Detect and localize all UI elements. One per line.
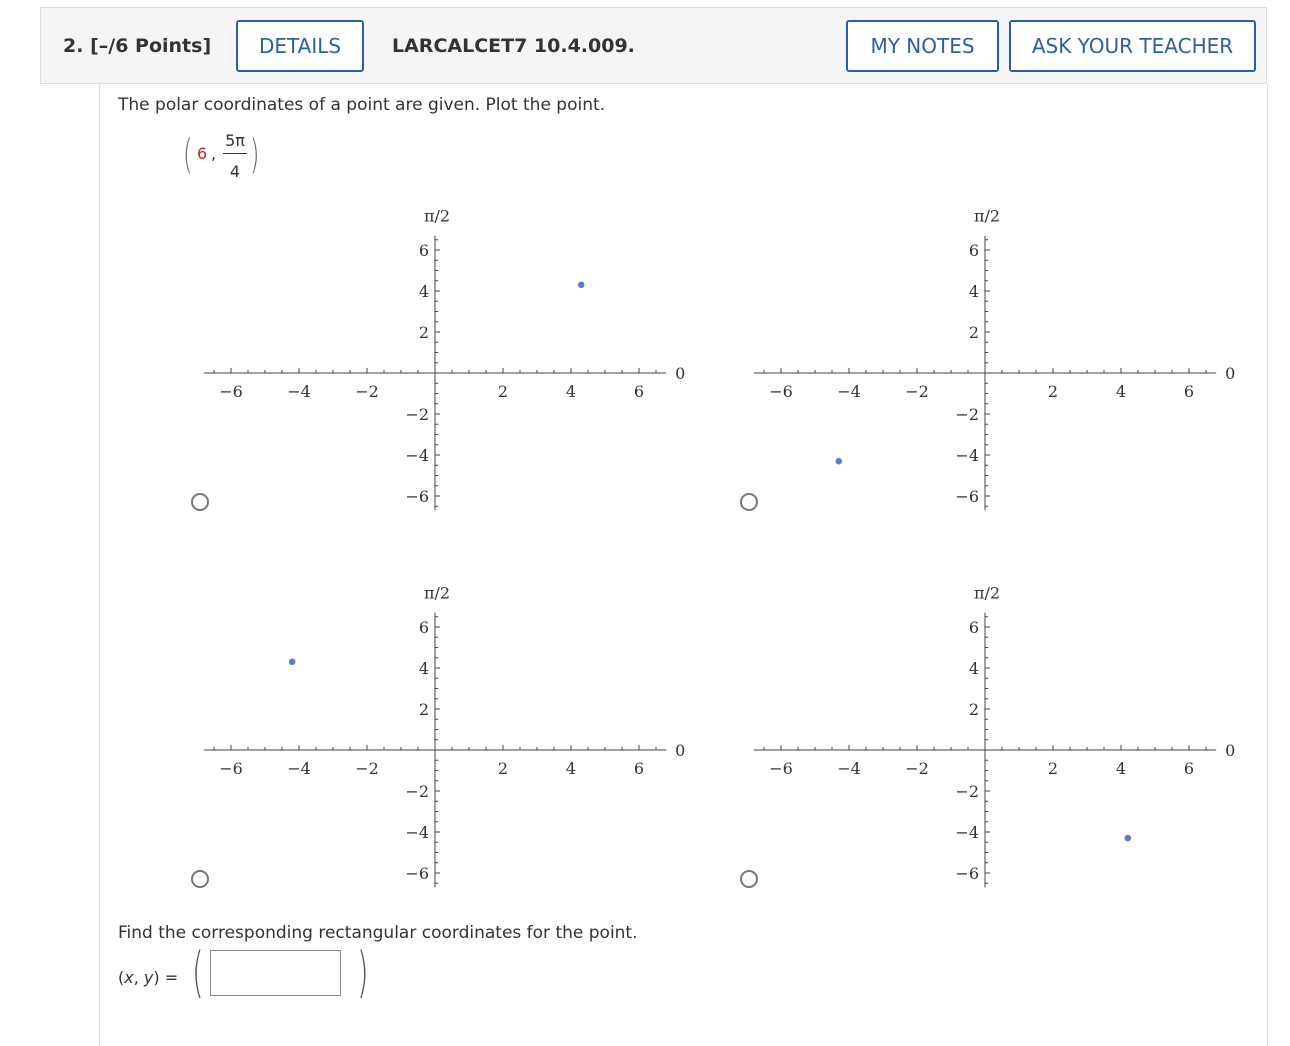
- y-tick-label: 4: [968, 659, 979, 678]
- radio-option-a[interactable]: [191, 493, 209, 511]
- x-tick-label: −2: [355, 759, 379, 778]
- left-paren: (: [183, 132, 193, 178]
- question-number: 2.: [63, 35, 84, 57]
- x-tick-label: 2: [497, 759, 509, 778]
- y-tick-label: 4: [418, 282, 429, 301]
- y-tick-label: 2: [968, 323, 979, 342]
- theta-numerator: 5π: [225, 131, 245, 150]
- y-tick-label: −4: [955, 446, 979, 465]
- fraction-bar: [223, 153, 247, 154]
- y-tick-label: −6: [405, 487, 429, 506]
- angle-label-pi-over-2: π/2: [423, 206, 451, 226]
- graph-option-d: [750, 572, 1250, 892]
- answer-input[interactable]: [210, 950, 341, 996]
- polar-coordinate: [183, 129, 273, 183]
- my-notes-button[interactable]: MY NOTES: [846, 20, 999, 72]
- question-header: [40, 7, 1267, 84]
- plotted-point: [289, 659, 296, 666]
- x-tick-label: −4: [287, 382, 311, 401]
- ask-teacher-button[interactable]: ASK YOUR TEACHER: [1009, 20, 1256, 72]
- x-tick-label: −6: [769, 382, 793, 401]
- y-tick-label: 2: [418, 323, 429, 342]
- y-tick-label: −2: [955, 782, 979, 801]
- question-reference: LARCALCET7 10.4.009.: [392, 35, 635, 57]
- y-tick-label: −6: [955, 864, 979, 883]
- x-tick-label: 2: [497, 382, 509, 401]
- y-tick-label: −4: [405, 823, 429, 842]
- y-tick-label: −4: [955, 823, 979, 842]
- x-tick-label: −4: [837, 382, 861, 401]
- y-tick-label: 2: [418, 700, 429, 719]
- x-tick-label: 4: [1115, 382, 1127, 401]
- angle-label-zero: 0: [675, 364, 686, 383]
- angle-label-pi-over-2: π/2: [973, 583, 1001, 603]
- y-tick-label: −6: [955, 487, 979, 506]
- answer-label-y: y: [143, 968, 154, 987]
- polar-r: 6: [197, 144, 208, 163]
- x-tick-label: 6: [1183, 759, 1195, 778]
- y-tick-label: −2: [405, 405, 429, 424]
- y-tick-label: 4: [968, 282, 979, 301]
- points-label: [–/6 Points]: [90, 35, 212, 57]
- theta-denominator: 4: [229, 162, 241, 181]
- y-tick-label: −2: [405, 782, 429, 801]
- find-prompt: Find the corresponding rectangular coordinates for the point.: [118, 923, 638, 943]
- angle-label-zero: 0: [675, 741, 686, 760]
- y-tick-label: 2: [968, 700, 979, 719]
- angle-label-zero: 0: [1225, 741, 1236, 760]
- angle-label-zero: 0: [1225, 364, 1236, 383]
- x-tick-label: −4: [837, 759, 861, 778]
- x-tick-label: 4: [565, 759, 577, 778]
- graph-option-a: [200, 195, 700, 515]
- x-tick-label: 2: [1047, 382, 1059, 401]
- graph-option-c: [200, 572, 700, 892]
- answer-left-paren: (: [192, 941, 204, 1004]
- y-tick-label: 6: [418, 618, 429, 637]
- x-tick-label: −6: [769, 759, 793, 778]
- question-prompt: The polar coordinates of a point are given. Plot the point.: [118, 95, 606, 115]
- y-tick-label: 6: [968, 618, 979, 637]
- question-number-points: [63, 35, 211, 57]
- y-tick-label: −6: [405, 864, 429, 883]
- x-tick-label: −6: [219, 759, 243, 778]
- answer-right-paren: ): [357, 941, 369, 1004]
- plotted-point: [1125, 835, 1132, 842]
- details-button[interactable]: DETAILS: [236, 20, 364, 72]
- x-tick-label: −2: [355, 382, 379, 401]
- x-tick-label: 2: [1047, 759, 1059, 778]
- polar-comma: ,: [211, 144, 217, 163]
- radio-option-d[interactable]: [740, 870, 758, 888]
- y-tick-label: −4: [405, 446, 429, 465]
- x-tick-label: 4: [1115, 759, 1127, 778]
- plotted-point: [578, 282, 585, 289]
- radio-option-c[interactable]: [191, 870, 209, 888]
- x-tick-label: 4: [565, 382, 577, 401]
- y-tick-label: 4: [418, 659, 429, 678]
- answer-label: (x, y) =: [118, 968, 179, 987]
- y-tick-label: 6: [968, 241, 979, 260]
- x-tick-label: 6: [633, 759, 645, 778]
- x-tick-label: −2: [905, 382, 929, 401]
- angle-label-pi-over-2: π/2: [973, 206, 1001, 226]
- y-tick-label: 6: [418, 241, 429, 260]
- x-tick-label: 6: [1183, 382, 1195, 401]
- x-tick-label: 6: [633, 382, 645, 401]
- graph-option-b: [750, 195, 1250, 515]
- right-paren: ): [250, 132, 260, 178]
- answer-label-x: x: [124, 968, 134, 987]
- x-tick-label: −2: [905, 759, 929, 778]
- x-tick-label: −4: [287, 759, 311, 778]
- plotted-point: [836, 458, 843, 465]
- radio-option-b[interactable]: [740, 493, 758, 511]
- x-tick-label: −6: [219, 382, 243, 401]
- angle-label-pi-over-2: π/2: [423, 583, 451, 603]
- y-tick-label: −2: [955, 405, 979, 424]
